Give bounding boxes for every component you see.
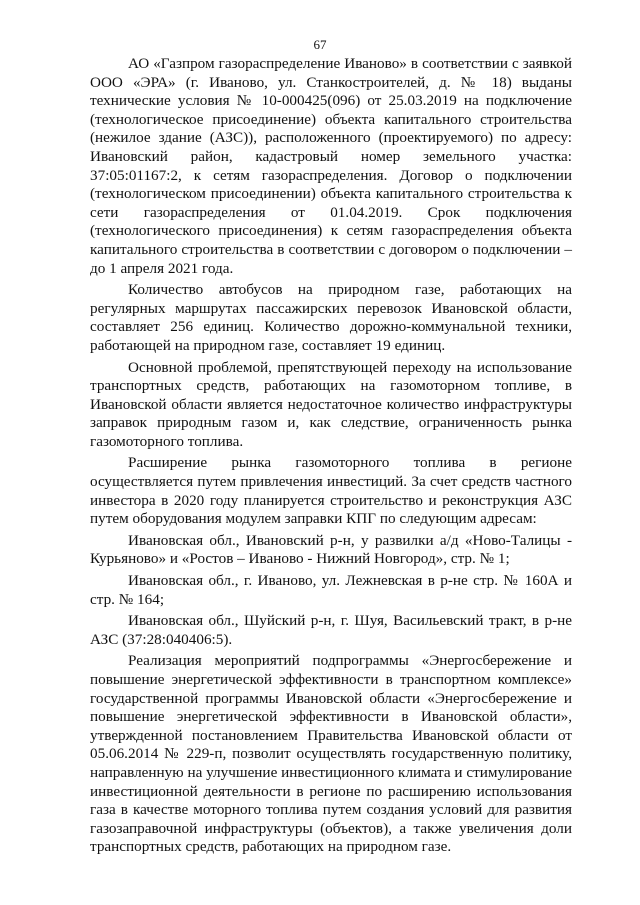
paragraph-gas-connection: АО «Газпром газораспределение Иваново» в соответствии с заявкой ООО «ЭРА» (г. Иваново, ул. Станкостроителей, д. № 18) выданы технические условия № 10-000425(096) от 25.03.2019 на подключение (технологическое присоединение) объекта капитального строительства (нежилое здание (АЗС)), расположенного (проектируемого) по адресу: Ивановский район, кадастровый номер земельного участка: 37:05:01167:2, к сетям газораспределения. Договор о подключении (технологическом присоединении) объекта капитального строительства к сети газораспределения от 01.04.2019. Срок подключения (технологического присоединения) к сетям газораспределения объекта капитального строительства в соответствии с договором о подключении – до 1 апреля 2021 года. [90,55,572,277]
address-item-2: Ивановская обл., г. Иваново, ул. Лежневская в р-не стр. № 160А и стр. № 164; [90,572,572,608]
page-number: 67 [313,37,327,52]
body-text [90,55,572,857]
address-item-3: Ивановская обл., Шуйский р-н, г. Шуя, Васильевский тракт, в р-не АЗС (37:28:040406:5). [90,612,572,648]
address-item-1: Ивановская обл., Ивановский р-н, у развилки а/д «Ново-Талицы - Курьяново» и «Ростов – Иваново - Нижний Новгород», стр. № 1; [90,531,572,568]
paragraph-main-problem: Основной проблемой, препятствующей переходу на использование транспортных средств, работающих на газомоторном топливе, в Ивановской области является недостаточное количество инфраструктуры заправок природным газом и, как следствие, ограниченность рынка газомоторного топлива. [90,358,572,450]
paragraph-market-expansion: Расширение рынка газомоторного топлива в регионе осуществляется путем привлечения инвестиций. За счет средств частного инвестора в 2020 году планируется строительство и реконструкция АЗС путем оборудования модулем заправки КПГ по следующим адресам: [90,454,572,528]
paragraph-subprogram: Реализация мероприятий подпрограммы «Энергосбережение и повышение энергетической эффективности в транспортном комплексе» государственной программы Ивановской области «Энергосбережение и повышение энергетической эффективности в Ивановской области», утвержденной постановлением Правительства Ивановской области от 05.06.2014 № 229-п, позволит осуществлять государственную политику, направленную на улучшение инвестиционного климата и стимулирование инвестиционной деятельности в регионе по расширению использования газа в качестве моторного топлива путем создания условий для развития газозаправочной инфраструктуры (объектов), а также увеличения доли транспортных средств, работающих на природном газе. [90,652,572,856]
paragraph-bus-count: Количество автобусов на природном газе, работающих на регулярных маршрутах пассажирских перевозок Ивановской области, составляет 256 единиц. Количество дорожно-коммунальной техники, работающей на природном газе, составляет 19 единиц. [90,281,572,354]
